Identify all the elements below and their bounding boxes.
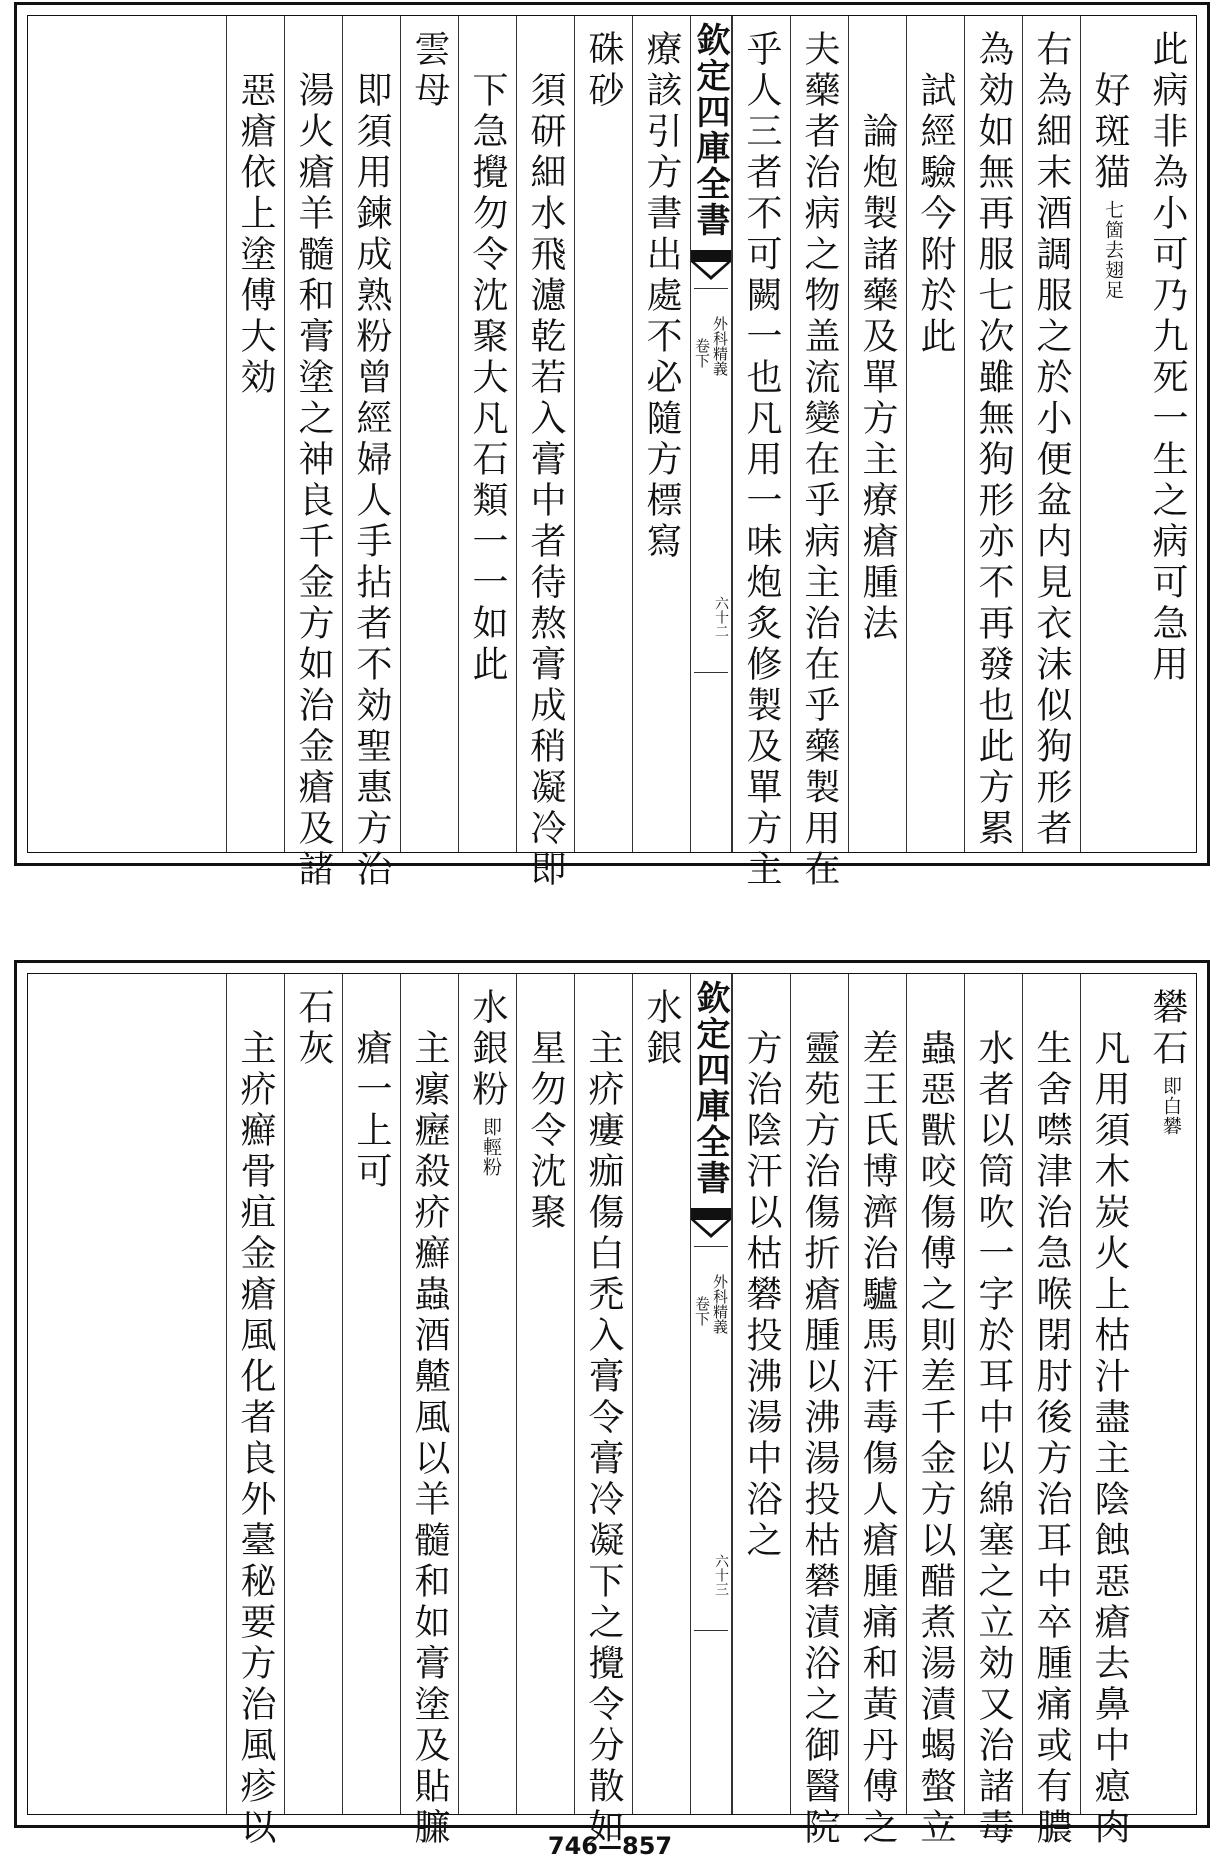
text-column [574, 16, 632, 852]
text-column [1080, 16, 1138, 852]
column-text: 水者以筒吹一字於耳中以綿塞之立効又治諸毒 [973, 1029, 1014, 1849]
fish-tail-ornament [691, 1208, 731, 1242]
column-text: 主瘰癧殺疥癬蟲酒齄風以羊髓和如膏塗及貼臁 [409, 1029, 450, 1849]
page-footer-number: 746—857 [547, 1832, 673, 1860]
text-column [226, 16, 284, 852]
column-text: 好斑猫 [1089, 71, 1130, 194]
text-column [284, 16, 342, 891]
column-text: 惡瘡依上塗傅大効 [235, 71, 276, 399]
column-text: 湯火瘡羊髓和膏塗之神良千金方如治金瘡及諸 [293, 71, 334, 891]
interlinear-note: 七箇去翅足 [1102, 200, 1124, 300]
column-text: 乎人三者不可闕一也凡用一味炮炙修製及單方主 [741, 30, 782, 891]
column-text: 下急攪勿令沈聚大凡石類一一如此 [467, 71, 508, 686]
text-column [906, 16, 964, 852]
text-column [732, 16, 790, 891]
text-column [732, 974, 790, 1814]
text-column [458, 974, 516, 1814]
margin-book-title: 外科精義 [711, 316, 729, 376]
interlinear-note: 即輕粉 [480, 1117, 502, 1177]
column-text: 主疥癬骨疽金瘡風化者良外臺秘要方治風疹以 [235, 1029, 276, 1849]
column-text: 夫藥者治病之物盖流變在乎病主治在乎藥製用在 [799, 30, 840, 891]
column-text: 水銀粉 [467, 988, 508, 1111]
text-column [632, 16, 690, 852]
margin-title: 欽定四庫全書 [690, 980, 730, 1196]
column-text: 即須用鍊成熟粉曾經婦人手拈者不効聖惠方治 [351, 71, 392, 891]
text-column [400, 974, 458, 1849]
column-text: 雲母 [409, 30, 450, 112]
top-page-margin-strip [690, 16, 732, 852]
top-page-text-frame [27, 15, 1197, 891]
column-text: 蟲惡獸咬傷傅之則差千金方以醋煮湯漬蝎螫立 [915, 1029, 956, 1849]
text-column [400, 16, 458, 852]
text-column [1022, 16, 1080, 852]
text-column [342, 16, 400, 891]
column-text: 右為細末酒調服之於小便盆内見衣沫似狗形者 [1031, 30, 1072, 850]
column-text: 須研細水飛濾乾若入膏中者待熬膏成稍凝冷即 [525, 71, 566, 891]
text-column [790, 974, 848, 1849]
margin-volume: 卷下 [693, 1296, 711, 1326]
text-column [284, 974, 342, 1814]
column-text: 試經驗今附於此 [915, 71, 956, 358]
text-column [1138, 974, 1196, 1814]
column-text: 差王氏博濟治驢馬汗毒傷人瘡腫痛和黃丹傅之 [857, 1029, 898, 1849]
column-text: 為効如無再服七次雖無狗形亦不再發也此方累 [973, 30, 1014, 850]
margin-page-number: 六十三 [713, 1554, 729, 1596]
top-page [14, 2, 1210, 891]
column-text: 此病非為小可乃九死一生之病可急用 [1147, 30, 1188, 686]
text-column [848, 974, 906, 1849]
column-text: 硃砂 [583, 30, 624, 112]
column-text: 生舍噤津治急喉閉肘後方治耳中卒腫痛或有膿 [1031, 1029, 1072, 1849]
text-column [848, 16, 906, 852]
text-column [1138, 16, 1196, 852]
column-text: 療該引方書出處不必隨方標寫 [641, 30, 682, 563]
text-column [964, 974, 1022, 1849]
margin-volume: 卷下 [693, 338, 711, 368]
interlinear-note: 即白礬 [1160, 1076, 1182, 1136]
bottom-page-margin-strip [690, 974, 732, 1814]
text-column [1022, 974, 1080, 1849]
text-column [342, 974, 400, 1814]
column-text: 方治陰汗以枯礬投沸湯中浴之 [741, 1029, 782, 1562]
margin-page-number: 六十二 [713, 596, 729, 638]
text-column [964, 16, 1022, 852]
column-text: 凡用須木炭火上枯汁盡主陰蝕惡瘡去鼻中瘜肉 [1089, 1029, 1130, 1849]
margin-title: 欽定四庫全書 [690, 22, 730, 238]
column-text: 礬石 [1147, 988, 1188, 1070]
column-text: 水銀 [641, 988, 682, 1070]
column-text: 靈苑方治傷折瘡腫以沸湯投枯礬漬浴之御醫院 [799, 1029, 840, 1849]
text-column [226, 974, 284, 1849]
text-column [1080, 974, 1138, 1849]
fish-tail-ornament [691, 250, 731, 284]
text-column [790, 16, 848, 891]
text-column [458, 16, 516, 852]
column-text: 星勿令沈聚 [525, 1029, 566, 1234]
text-column [574, 974, 632, 1849]
text-column [516, 974, 574, 1814]
column-text: 論炮製諸藥及單方主療瘡腫法 [857, 112, 898, 645]
column-text: 石灰 [293, 988, 334, 1070]
margin-book-title: 外科精義 [711, 1274, 729, 1334]
text-column [906, 974, 964, 1849]
text-column [632, 974, 690, 1814]
column-text: 主疥瘻痂傷白禿入膏令膏冷凝下之攪令分散如 [583, 1029, 624, 1849]
text-column [516, 16, 574, 891]
column-text: 瘡一上可 [351, 1029, 392, 1193]
